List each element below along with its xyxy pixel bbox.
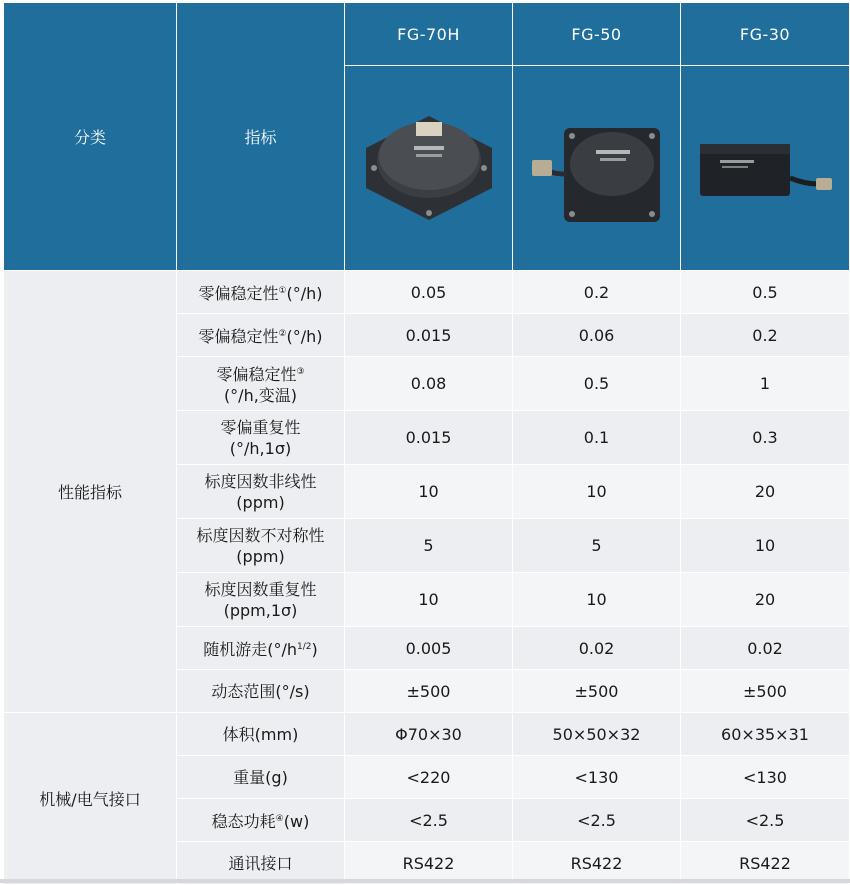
value-cell: 0.5 [681,271,850,314]
fg70h-product-image [345,66,513,271]
value-cell: 0.015 [345,314,513,357]
value-cell: RS422 [513,842,681,885]
header-indicator: 指标 [177,3,345,271]
value-cell: ±500 [681,670,850,713]
value-cell: 0.2 [513,271,681,314]
value-cell: 5 [513,519,681,573]
value-cell: 50×50×32 [513,713,681,756]
value-cell: 10 [345,465,513,519]
row-label-power: 稳态功耗④(w) [177,799,345,842]
header-category: 分类 [4,3,177,271]
value-cell: 20 [681,465,850,519]
header-model-fg50: FG-50 [513,3,681,66]
header-model-fg70h: FG-70H [345,3,513,66]
value-cell: RS422 [345,842,513,885]
value-cell: ±500 [513,670,681,713]
row-label-scale-asymmetry: 标度因数不对称性 (ppm) [177,519,345,573]
value-cell: ±500 [345,670,513,713]
value-cell: 0.3 [681,411,850,465]
row-label-bias-stability-2: 零偏稳定性②(°/h) [177,314,345,357]
row-label-bias-stability-1: 零偏稳定性①(°/h) [177,271,345,314]
value-cell: 0.5 [513,357,681,411]
bottom-strip [0,879,850,883]
row-label-dynamic-range: 动态范围(°/s) [177,670,345,713]
value-cell: 0.2 [681,314,850,357]
row-label-volume: 体积(mm) [177,713,345,756]
row-label-bias-repeatability: 零偏重复性 (°/h,1σ) [177,411,345,465]
row-label-weight: 重量(g) [177,756,345,799]
category-performance: 性能指标 [4,271,177,713]
value-cell: 0.015 [345,411,513,465]
value-cell: <220 [345,756,513,799]
value-cell: 0.02 [681,627,850,670]
value-cell: <130 [681,756,850,799]
value-cell: 60×35×31 [681,713,850,756]
value-cell: 0.08 [345,357,513,411]
row-label-scale-repeatability: 标度因数重复性 (ppm,1σ) [177,573,345,627]
value-cell: 1 [681,357,850,411]
value-cell: RS422 [681,842,850,885]
value-cell: 10 [513,465,681,519]
value-cell: <2.5 [513,799,681,842]
spec-table [3,2,850,885]
row-label-bias-stability-3: 零偏稳定性③ (°/h,变温) [177,357,345,411]
fg50-product-image [513,66,681,271]
value-cell: <130 [513,756,681,799]
row-label-scale-nonlinearity: 标度因数非线性 (ppm) [177,465,345,519]
fg30-product-image [681,66,850,271]
category-mech-electrical: 机械/电气接口 [4,713,177,885]
header-model-fg30: FG-30 [681,3,850,66]
value-cell: 0.005 [345,627,513,670]
value-cell: 10 [345,573,513,627]
row-label-random-walk: 随机游走$(^\circ/h^{1/2})$ [177,627,345,670]
value-cell: <2.5 [345,799,513,842]
value-cell: 10 [513,573,681,627]
value-cell: 0.02 [513,627,681,670]
row-label-interface: 通讯接口 [177,842,345,885]
value-cell: 20 [681,573,850,627]
value-cell: 0.05 [345,271,513,314]
value-cell: <2.5 [681,799,850,842]
value-cell: 10 [681,519,850,573]
value-cell: 0.1 [513,411,681,465]
value-cell: 0.06 [513,314,681,357]
value-cell: Φ70×30 [345,713,513,756]
value-cell: 5 [345,519,513,573]
